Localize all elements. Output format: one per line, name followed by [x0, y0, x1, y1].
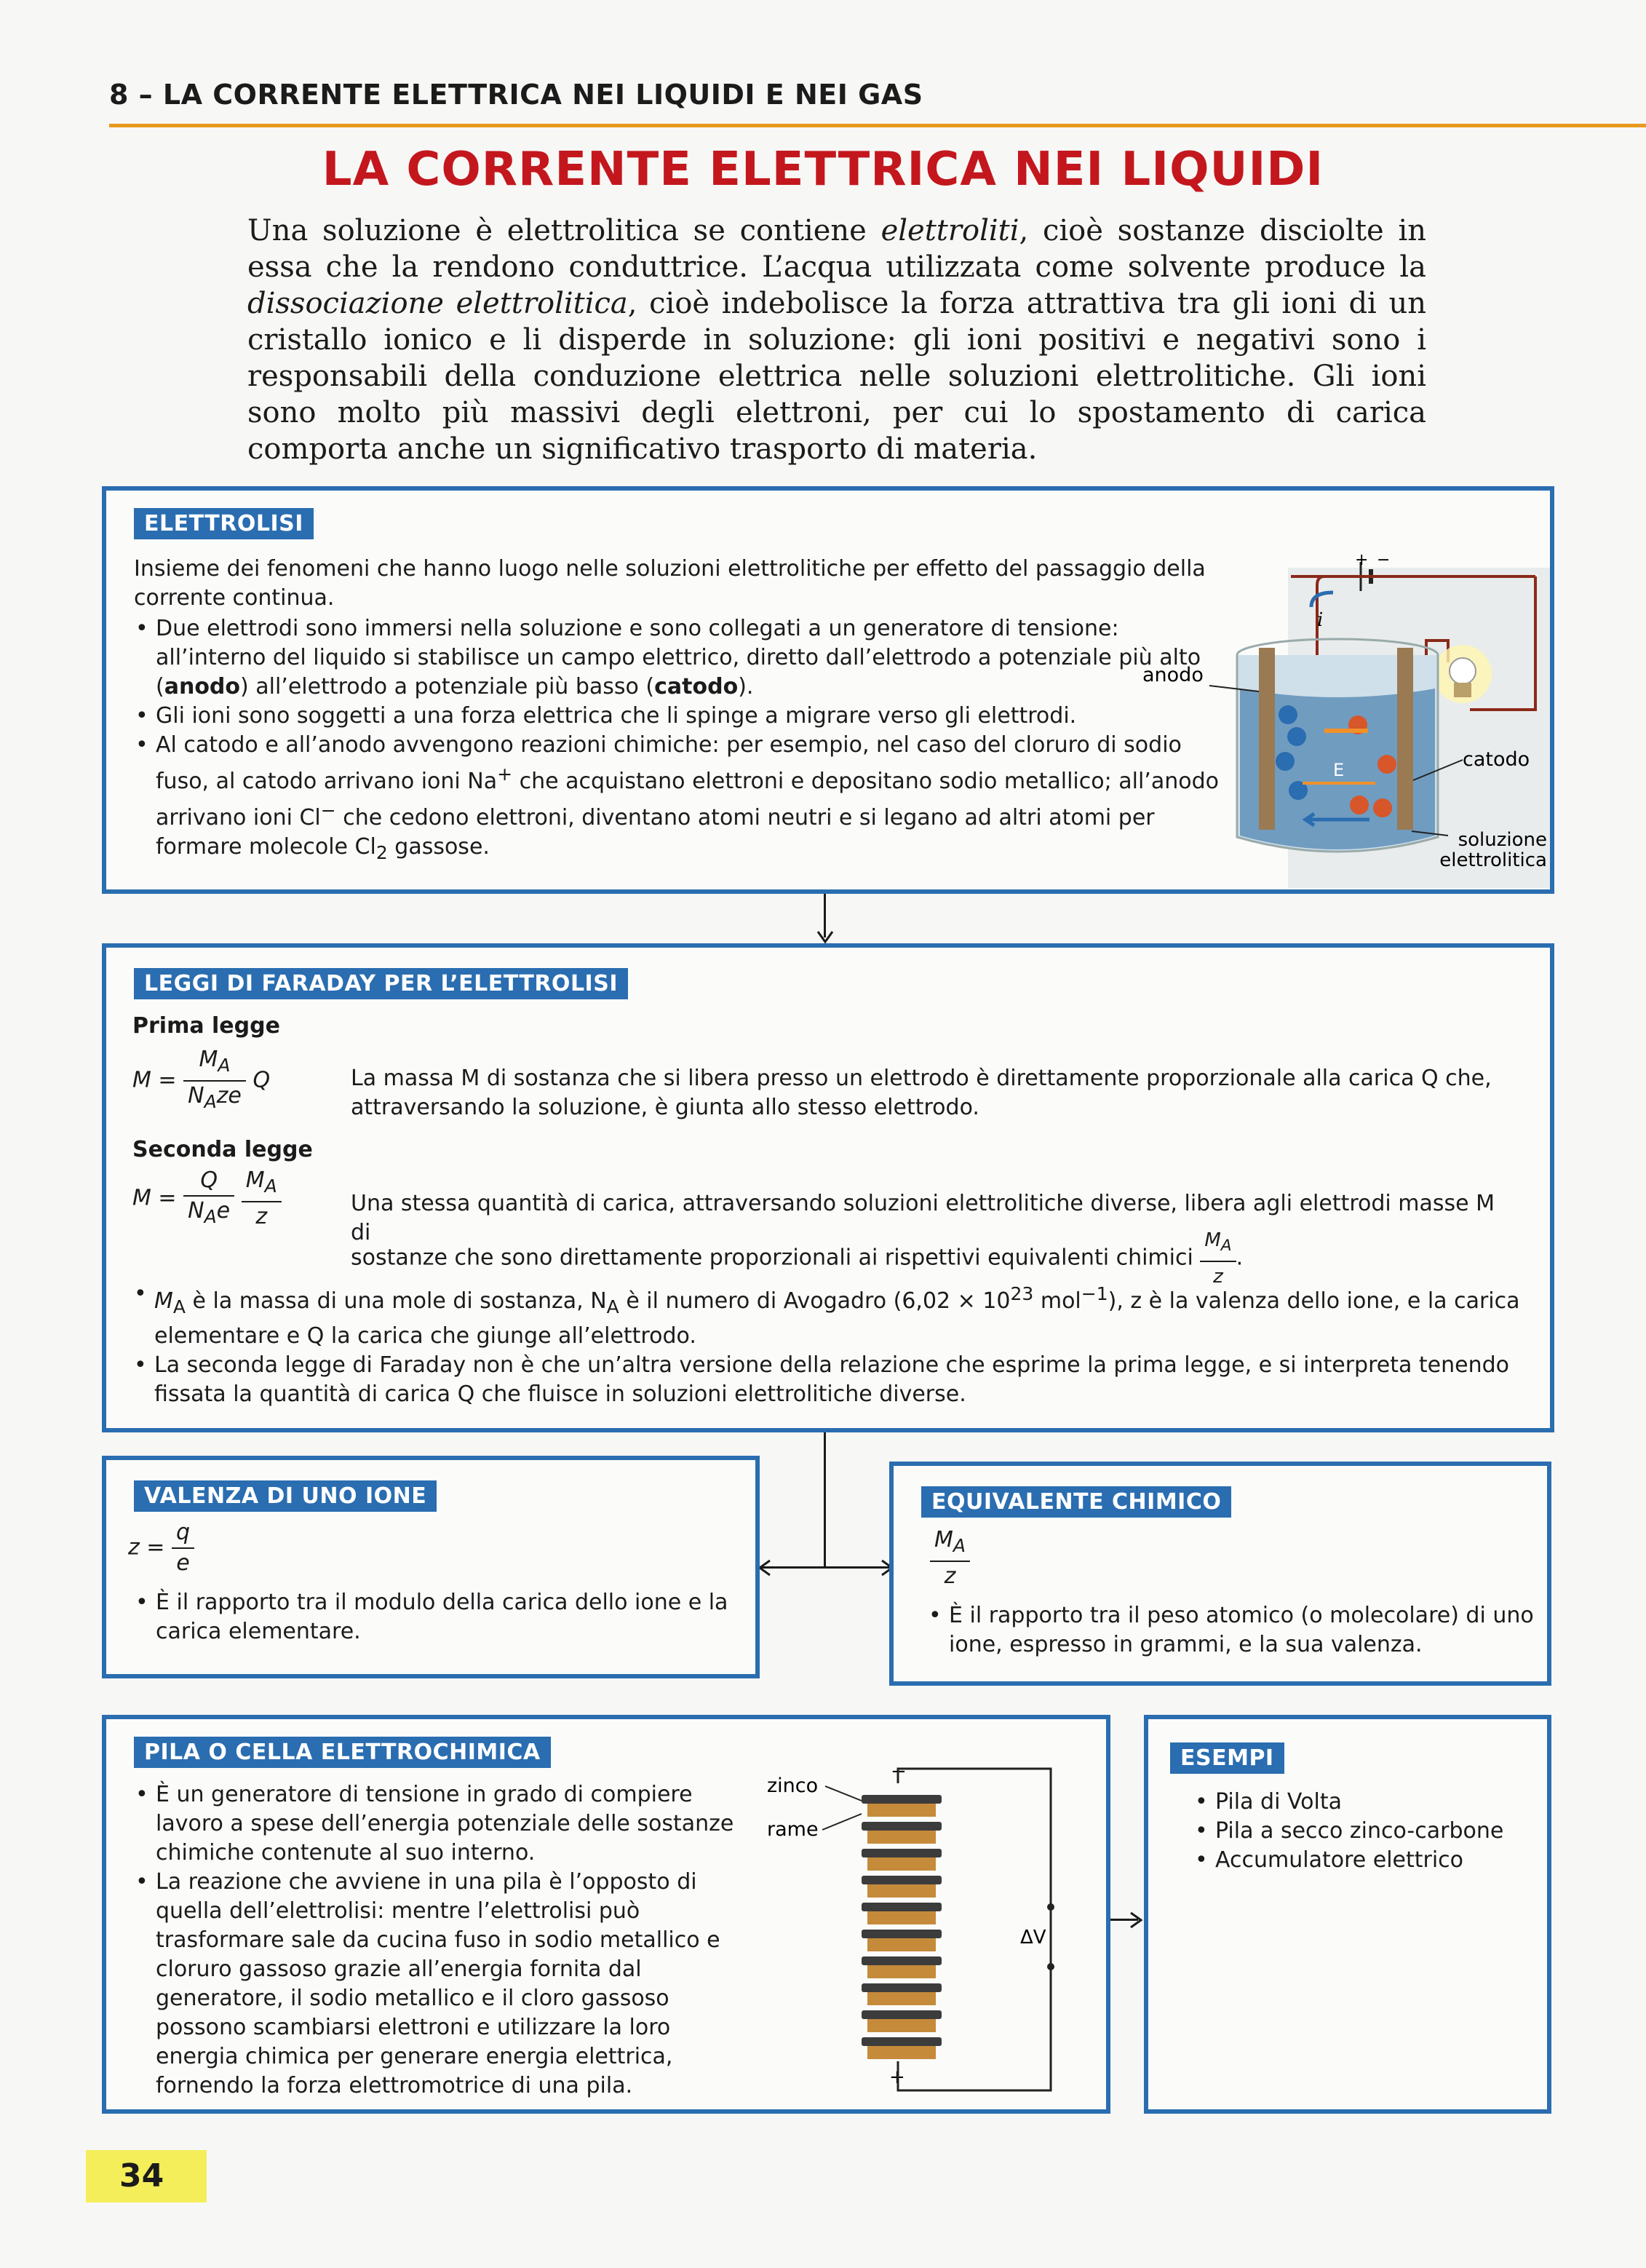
list-item: • Due elettrodi sono immersi nella soluzione e sono collegati a un generatore di tensione: all’interno del liquido si stabilisce un campo elettrico, diretto dall’elettrodo a potenziale più alto (anodo) all’elettrodo a potenziale più basso (catodo). — [156, 614, 1224, 702]
zinc-disk — [862, 1930, 942, 1938]
faraday-box — [102, 943, 1554, 1432]
zinc-disk — [862, 1956, 942, 1965]
chapter-heading: 8 – LA CORRENTE ELETTRICA NEI LIQUIDI E NEI GAS — [109, 79, 923, 111]
probe-top — [1047, 1903, 1054, 1911]
field-symbol: E — [1333, 760, 1345, 780]
pile-plus: + — [889, 2066, 905, 2088]
battery-plus: + — [1355, 551, 1369, 569]
copper-disk — [867, 1857, 936, 1871]
elettrolisi-box — [102, 486, 1554, 894]
valenza-bullets — [134, 1588, 752, 1646]
pila-box — [102, 1715, 1110, 2114]
copper-label: rame — [767, 1818, 819, 1841]
list-item: • È il rapporto tra il modulo della carica dello ione e la carica elementare. — [156, 1588, 752, 1646]
list-item: • La seconda legge di Faraday non è che un’altra versione della relazione che esprime la prima legge, e si interpreta tenendo fissata la quantità di carica Q che fluisce in soluzioni elettrolitiche diverse. — [154, 1351, 1537, 1409]
elettrolisi-definition: Insieme dei fenomeni che hanno luogo nelle soluzioni elettrolitiche per effetto del passaggio della corrente continua. — [134, 556, 1206, 611]
pile-stack — [862, 1795, 942, 2059]
copper-disk — [867, 1831, 936, 1844]
list-item: • Accumulatore elettrico — [1215, 1846, 1565, 1875]
voltage-label: ΔV — [1020, 1927, 1046, 1948]
page-number: 34 — [86, 2150, 207, 2202]
valenza-formula: z = $\frac{q}{e}$ — [128, 1518, 194, 1578]
copper-disk — [867, 1992, 936, 2005]
second-law-text-2: sostanze che sono direttamente proporzionali ai rispettivi equivalenti chimici $\frac{M_A}{z}$ . — [351, 1226, 1515, 1291]
copper-disk — [867, 1804, 936, 1817]
pila-bullets — [134, 1780, 760, 2101]
zinc-disk — [862, 1903, 942, 1911]
voltaic-pile-diagram — [752, 1763, 1094, 2105]
list-item: • Pila di Volta — [1215, 1788, 1565, 1817]
lamp-icon — [1434, 645, 1492, 703]
pila-label: PILA O CELLA ELETTROCHIMICA — [134, 1737, 551, 1768]
solution-label-2: elettrolitica — [1439, 849, 1547, 871]
list-item: • È un generatore di tensione in grado di compiere lavoro a spese dell’energia potenziale delle sostanze chimiche contenute al suo interno. — [156, 1780, 760, 1868]
connector-arrowhead — [816, 930, 834, 945]
cathode-label: catodo — [1463, 748, 1530, 771]
list-item: • È il rapporto tra il peso atomico (o molecolare) di uno ione, espresso in grammi, e la sua valenza. — [949, 1601, 1553, 1660]
list-item: • La reazione che avviene in una pila è l’opposto di quella dell’elettrolisi: mentre l’elettrolisi può trasformare sale da cucina fuso in sodio metallico e cloruro gassoso grazie all’energia fornita dal generatore, il sodio metallico e il cloro gassoso possono scambiarsi elettroni e utilizzare la loro energia chimica per generare energia elettrica, fornendo la forza elettromotrice di una pila. — [156, 1868, 760, 2101]
second-law-formula: M = $\frac{Q}{N_Ae}$ $\frac{M_A}{z}$ — [132, 1166, 282, 1232]
faraday-notes — [132, 1280, 1537, 1409]
equivalente-label: EQUIVALENTE CHIMICO — [921, 1486, 1231, 1518]
connector-line — [761, 1566, 889, 1569]
copper-pointer — [822, 1814, 862, 1830]
esempi-box — [1144, 1715, 1551, 2114]
esempi-label: ESEMPI — [1170, 1742, 1284, 1774]
anode-electrode — [1259, 648, 1275, 830]
list-item: • Pila a secco zinco-carbone — [1215, 1817, 1565, 1846]
first-law-title: Prima legge — [132, 1013, 280, 1039]
zinc-disk — [862, 2010, 942, 2019]
first-law-text: La massa M di sostanza che si libera presso un elettrodo è direttamente proporzionale alla carica Q che, attraversando la soluzione, è giunta allo stesso elettrodo. — [351, 1066, 1492, 1120]
equivalente-bullets — [927, 1601, 1553, 1660]
second-law-text-1: Una stessa quantità di carica, attraversando soluzioni elettrolitiche diverse, libera agli elettrodi masse M di — [351, 1191, 1495, 1245]
valenza-box — [102, 1456, 760, 1678]
copper-disk — [867, 2019, 936, 2032]
connector-arrowhead-esempi — [1129, 1911, 1144, 1929]
current-symbol: i — [1317, 609, 1324, 631]
copper-disk — [867, 1911, 936, 1924]
first-law-formula: M = $\frac{M_A}{N_Aze}$ Q — [132, 1047, 271, 1112]
zinc-disk — [862, 1876, 942, 1884]
cathode-electrode — [1397, 648, 1413, 830]
copper-disk — [867, 1884, 936, 1898]
equivalente-formula: $\frac{M_A}{z}$ — [930, 1526, 970, 1591]
list-item: • Gli ioni sono soggetti a una forza elettrica che li spinge a migrare verso gli elettrodi. — [156, 702, 1224, 731]
list-item: • $M_A$ è la massa di una mole di sostanza, $N_A$ è il numero di Avogadro ($6,02 \times 10^{23}$ mol$^{-1}$), z è la valenza dello ione, e la carica elementare e Q la carica che giunge all’elettrodo. — [154, 1280, 1537, 1351]
valenza-label: VALENZA DI UNO IONE — [134, 1480, 437, 1512]
elettrolisi-bullets — [134, 614, 1224, 868]
zinc-pointer — [825, 1786, 862, 1801]
battery-minus: − — [1377, 551, 1391, 569]
zinc-label: zinco — [767, 1775, 819, 1797]
page-title: LA CORRENTE ELETTRICA NEI LIQUIDI — [322, 143, 1324, 197]
esempi-list — [1193, 1788, 1565, 1875]
intro-paragraph: Una soluzione è elettrolitica se contiene elettroliti, cioè sostanze disciolte in essa che la rendono conduttrice. L’acqua utilizzata come solvente produce la dissociazione elettrolitica, cioè indebolisce la forza attrattiva tra gli ioni di un cristallo ionico e li disperde in soluzione: gli ioni positivi e negativi sono i responsabili della conduzione elettrica nelle soluzioni elettrolitiche. Gli ioni sono molto più massivi degli elettroni, per cui lo spostamento di carica comporta anche un significativo trasporto di materia. — [247, 214, 1427, 466]
electrolysis-diagram — [1142, 546, 1550, 888]
pile-minus: − — [891, 1763, 907, 1783]
copper-disk — [867, 1965, 936, 1978]
zinc-disk — [862, 1849, 942, 1857]
second-law-title: Seconda legge — [132, 1137, 313, 1162]
copper-disk — [867, 2046, 936, 2059]
zinc-disk — [862, 1983, 942, 1992]
solution-label-1: soluzione — [1458, 829, 1547, 851]
zinc-disk — [862, 2037, 942, 2046]
header-rule — [109, 124, 1646, 127]
faraday-label: LEGGI DI FARADAY PER L’ELETTROLISI — [134, 968, 628, 999]
zinc-disk — [862, 1822, 942, 1831]
elettrolisi-label: ELETTROLISI — [134, 508, 314, 539]
zinc-disk — [862, 1795, 942, 1804]
probe-bottom — [1047, 1963, 1054, 1970]
list-item: • Al catodo e all’anodo avvengono reazioni chimiche: per esempio, nel caso del cloruro di sodio fuso, al catodo arrivano ioni Na+ che acquistano elettroni e depositano sodio metallico; all’anodo arrivano ioni Cl− che cedono elettroni, diventano atomi neutri e si legano ad altri atomi per formare molecole $Cl_2$ gassose. — [156, 731, 1224, 868]
copper-disk — [867, 1938, 936, 1951]
equivalente-box — [889, 1462, 1551, 1686]
anode-label: anodo — [1142, 664, 1204, 686]
connector-line — [824, 1432, 826, 1568]
